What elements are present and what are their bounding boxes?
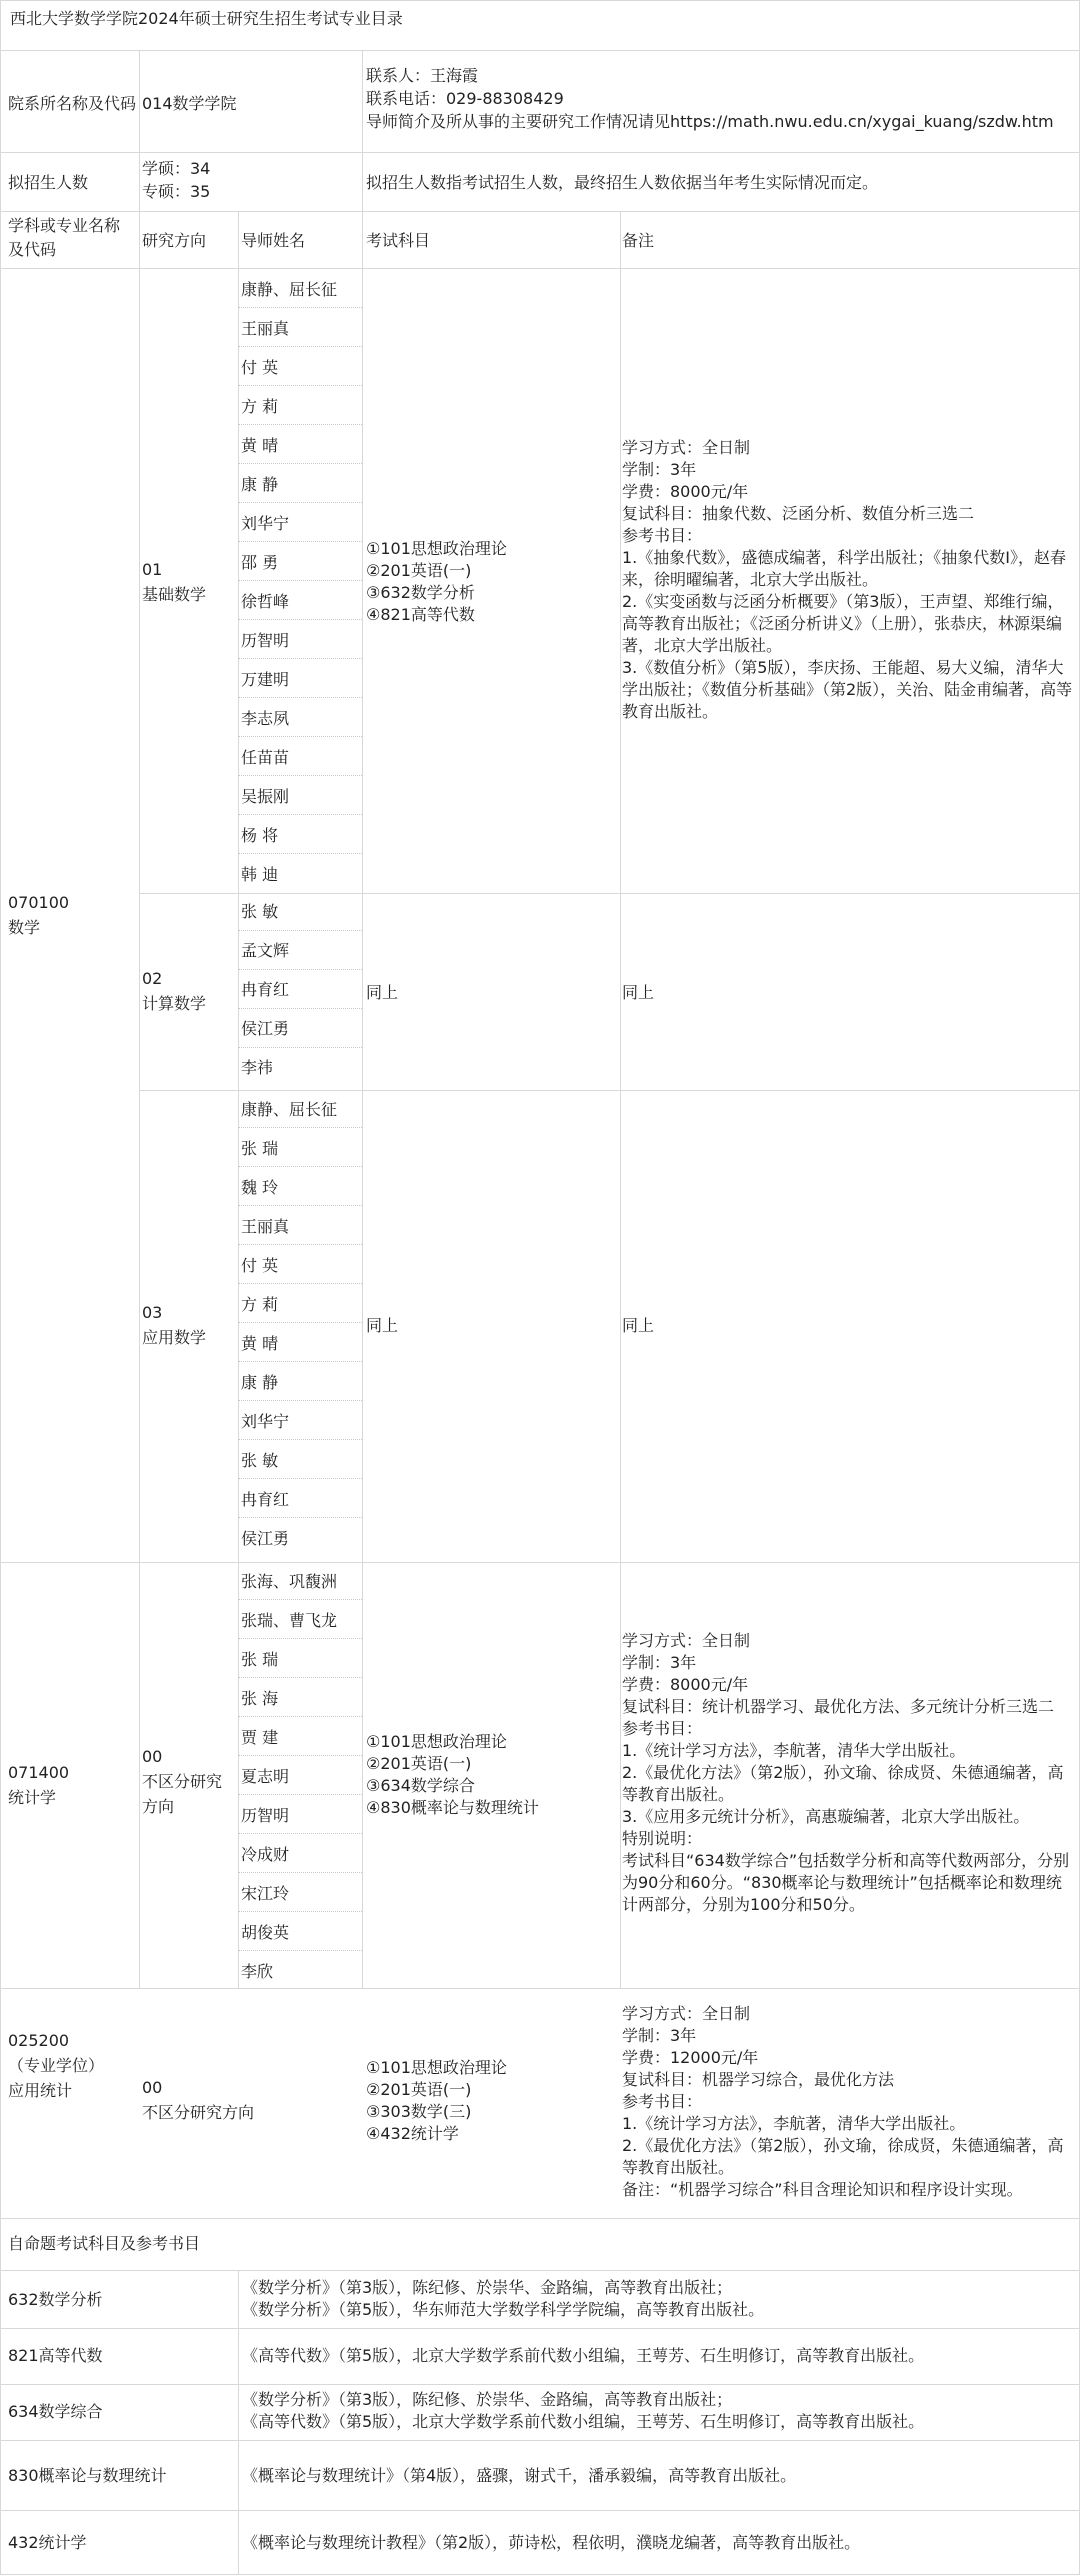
advisor-name: 刘华宁 bbox=[241, 1412, 290, 1431]
remarks-02: 同上 bbox=[622, 983, 655, 1002]
advisor-name: 魏 玲 bbox=[241, 1178, 279, 1197]
major-070100: 070100 数学 bbox=[8, 893, 70, 937]
advisor-name: 万建明 bbox=[241, 670, 290, 689]
subjects-01: ①101思想政治理论 ②201英语(一) ③632数学分析 ④821高等代数 bbox=[366, 539, 507, 624]
advisor-name: 侯江勇 bbox=[241, 1019, 290, 1038]
advisor-name: 侯江勇 bbox=[241, 1529, 290, 1548]
advisor-name: 孟文辉 bbox=[241, 941, 290, 960]
advisor-name: 李志夙 bbox=[241, 709, 290, 728]
direction-025200-00: 00 不区分研究方向 bbox=[142, 2078, 255, 2122]
refs-title: 自命题考试科目及参考书目 bbox=[8, 2234, 201, 2253]
dept-value: 014数学学院 bbox=[142, 94, 237, 113]
direction-03: 03 应用数学 bbox=[142, 1303, 207, 1347]
major-025200: 025200 （专业学位） 应用统计 bbox=[8, 2031, 105, 2100]
advisor-name: 康静、屈长征 bbox=[241, 280, 338, 299]
page-title: 西北大学数学学院2024年硕士研究生招生考试专业目录 bbox=[10, 9, 403, 28]
ref-books: 《概率论与数理统计教程》（第2版），茆诗松，程依明，濮晓龙编著，高等教育出版社。 bbox=[242, 2533, 861, 2552]
major-071400: 071400 统计学 bbox=[8, 1763, 70, 1807]
subjects-02: 同上 bbox=[366, 983, 399, 1002]
contact-phone: 联系电话：029-88308429 bbox=[366, 89, 564, 108]
quota-note: 拟招生人数指考试招生人数，最终招生人数依据当年考生实际情况而定。 bbox=[366, 173, 879, 192]
advisor-name: 康 静 bbox=[241, 1373, 279, 1392]
advisor-name: 冉育红 bbox=[241, 1490, 290, 1509]
ref-subject: 821高等代数 bbox=[8, 2346, 103, 2365]
header-advisor: 导师姓名 bbox=[241, 231, 306, 250]
advisor-name: 康静、屈长征 bbox=[241, 1100, 338, 1119]
quota-academic: 学硕：34 bbox=[142, 159, 211, 178]
advisor-name: 邵 勇 bbox=[241, 553, 279, 572]
advisor-name: 黄 晴 bbox=[241, 436, 279, 455]
advisor-name: 历智明 bbox=[241, 1806, 290, 1825]
advisor-name: 贾 建 bbox=[241, 1728, 279, 1747]
ref-books: 《概率论与数理统计》（第4版），盛骤，谢式千，潘承毅编，高等教育出版社。 bbox=[242, 2466, 797, 2485]
quota-professional: 专硕：35 bbox=[142, 182, 211, 201]
advisor-name: 历智明 bbox=[241, 631, 290, 650]
advisor-name: 张 瑞 bbox=[241, 1650, 279, 1669]
advisor-name: 刘华宁 bbox=[241, 514, 290, 533]
advisor-name: 韩 迪 bbox=[241, 865, 279, 884]
remarks-025200: 学习方式：全日制 学制：3年 学费：12000元/年 复试科目：机器学习综合，最优化方法 参考书目： 1.《统计学习方法》，李航著，清华大学出版社。 2.《最优化方法》（第2版），孙文瑜，徐成贤，朱德通编著，高等教育出版社。 备注：“机器学习综合”科目含理论知识和程序设计实现。 bbox=[622, 2004, 1064, 2199]
subjects-071400: ①101思想政治理论 ②201英语(一) ③634数学综合 ④830概率论与数理统计 bbox=[366, 1732, 539, 1817]
header-remarks: 备注 bbox=[622, 231, 655, 250]
advisor-name: 李欣 bbox=[241, 1962, 274, 1981]
header-subjects: 考试科目 bbox=[366, 231, 431, 250]
remarks-01: 学习方式：全日制 学制：3年 学费：8000元/年 复试科目：抽象代数、泛函分析、数值分析三选二 参考书目： 1.《抽象代数》，盛德成编著，科学出版社；《抽象代数Ⅰ》，赵春来，徐明曜编著，北京大学出版社。 2.《实变函数与泛函分析概要》（第3版），王声望、郑维行编，高等教育出版社；《泛函分析讲义》（上册），张恭庆，林源渠编著，北京大学出版社。 3.《数值分析》（第5版），李庆扬、王能超、易大义编，清华大学出版社；《数值分析基础》（第2版），关治、陆金甫编著，高等教育出版社。 bbox=[622, 438, 1073, 721]
advisor-name: 夏志明 bbox=[241, 1767, 290, 1786]
advisor-name: 王丽真 bbox=[241, 1217, 290, 1236]
advisor-name: 宋江玲 bbox=[241, 1884, 290, 1903]
advisor-name: 徐哲峰 bbox=[241, 592, 290, 611]
advisor-name: 张 海 bbox=[241, 1689, 279, 1708]
header-major: 学科或专业名称及代码 bbox=[8, 216, 121, 259]
advisor-name: 张 敏 bbox=[241, 902, 279, 921]
contact-info: 导师简介及所从事的主要研究工作情况请见https://math.nwu.edu.cn/xygai_kuang/szdw.htm bbox=[366, 112, 1054, 131]
advisor-name: 胡俊英 bbox=[241, 1923, 290, 1942]
ref-subject: 634数学综合 bbox=[8, 2402, 103, 2421]
ref-subject: 830概率论与数理统计 bbox=[8, 2466, 167, 2485]
advisor-name: 杨 将 bbox=[241, 826, 279, 845]
advisor-name: 张瑞、曹飞龙 bbox=[241, 1611, 338, 1630]
advisor-name: 付 英 bbox=[241, 1256, 279, 1275]
quota-label: 拟招生人数 bbox=[8, 173, 89, 192]
ref-books: 《数学分析》（第3版），陈纪修、於崇华、金路编，高等教育出版社； 《数学分析》（第5版），华东师范大学数学科学学院编，高等教育出版社。 bbox=[242, 2278, 765, 2319]
advisor-name: 黄 晴 bbox=[241, 1334, 279, 1353]
direction-01: 01 基础数学 bbox=[142, 560, 207, 604]
advisor-name: 冉育红 bbox=[241, 980, 290, 999]
contact-person: 联系人：王海霞 bbox=[366, 66, 479, 85]
subjects-025200: ①101思想政治理论 ②201英语(一) ③303数学(三) ④432统计学 bbox=[366, 2058, 507, 2143]
ref-subject: 432统计学 bbox=[8, 2533, 87, 2552]
advisor-name: 康 静 bbox=[241, 475, 279, 494]
advisor-name: 冷成财 bbox=[241, 1845, 290, 1864]
header-direction: 研究方向 bbox=[142, 231, 207, 250]
advisor-name: 吴振刚 bbox=[241, 787, 290, 806]
advisor-name: 方 莉 bbox=[241, 397, 279, 416]
ref-subject: 632数学分析 bbox=[8, 2290, 103, 2309]
remarks-071400: 学习方式：全日制 学制：3年 学费：8000元/年 复试科目：统计机器学习、最优化方法、多元统计分析三选二 参考书目： 1.《统计学习方法》，李航著，清华大学出版社。 2.《最优化方法》（第2版），孙文瑜、徐成贤、朱德通编著，高等教育出版社。 3.《应用多元统计分析》，高惠璇编著，北京大学出版社。 特别说明： 考试科目“634数学综合”包括数学分析和高等代数两部分，分别为90分和60分。“830概率论与数理统计”包括概率论和数理统计两部分，分别为100分和50分。 bbox=[622, 1631, 1070, 1914]
advisor-name: 付 英 bbox=[241, 358, 279, 377]
advisor-name: 张 敏 bbox=[241, 1451, 279, 1470]
advisor-name: 王丽真 bbox=[241, 319, 290, 338]
dept-label: 院系所名称及代码 bbox=[8, 94, 137, 113]
subjects-03: 同上 bbox=[366, 1316, 399, 1335]
advisor-name: 张海、巩馥洲 bbox=[241, 1572, 338, 1591]
direction-02: 02 计算数学 bbox=[142, 969, 207, 1013]
ref-books: 《高等代数》（第5版），北京大学数学系前代数小组编，王萼芳、石生明修订，高等教育出版社。 bbox=[242, 2346, 925, 2365]
advisor-name: 方 莉 bbox=[241, 1295, 279, 1314]
remarks-03: 同上 bbox=[622, 1316, 655, 1335]
direction-071400-00: 00 不区分研究方向 bbox=[142, 1747, 223, 1816]
advisor-name: 李祎 bbox=[241, 1058, 274, 1077]
ref-books: 《数学分析》（第3版），陈纪修、於崇华、金路编，高等教育出版社； 《高等代数》（第5版），北京大学数学系前代数小组编，王萼芳、石生明修订，高等教育出版社。 bbox=[242, 2390, 925, 2431]
advisor-name: 任苗苗 bbox=[241, 748, 290, 767]
advisor-name: 张 瑞 bbox=[241, 1139, 279, 1158]
